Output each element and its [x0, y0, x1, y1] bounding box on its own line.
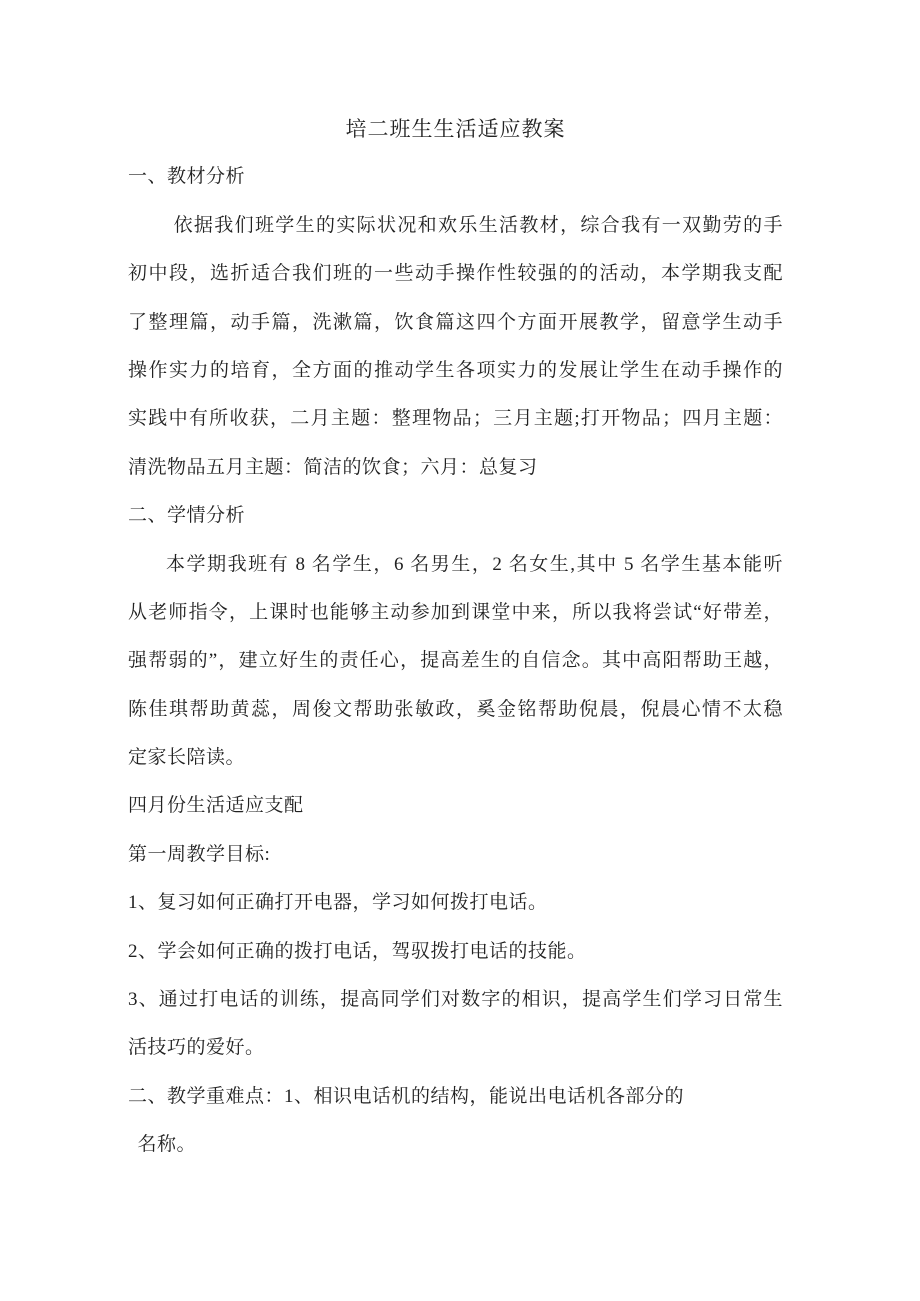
- heading-material-analysis: 一、教材分析: [128, 166, 246, 188]
- para-material-line-1: 依据我们班学生的实际状况和欢乐生活教材，综合我有一双勤劳的手: [173, 214, 783, 236]
- para-material-line-6: 清洗物品五月主题：简洁的饮食；六月：总复习: [128, 456, 538, 478]
- heading-key-points: 二、教学重难点：1、相识电话机的结构，能说出电话机各部分的: [128, 1085, 685, 1107]
- para-student-line-1: 本学期我班有 8 名学生，6 名男生，2 名女生,其中 5 名学生基本能听: [166, 553, 783, 575]
- para-material-line-3: 了整理篇，动手篇，洗漱篇，饮食篇这四个方面开展教学，留意学生动手: [128, 311, 783, 333]
- para-student-line-5: 定家长陪读。: [128, 747, 246, 769]
- goal-item-1: 1、复习如何正确打开电器，学习如何拨打电话。: [128, 892, 548, 914]
- key-points-line-2: 名称。: [137, 1134, 197, 1156]
- document-title: 培二班生生活适应教案: [345, 117, 566, 141]
- heading-april-plan: 四月份生活适应支配: [128, 795, 304, 817]
- heading-week1-goals: 第一周教学目标:: [128, 843, 271, 865]
- para-student-line-4: 陈佳琪帮助黄蕊，周俊文帮助张敏政，奚金铭帮助倪晨，倪晨心情不太稳: [128, 698, 783, 720]
- para-student-line-3: 强帮弱的”，建立好生的责任心，提高差生的自信念。其中高阳帮助王越，: [128, 650, 783, 672]
- heading-student-analysis: 二、学情分析: [128, 505, 246, 527]
- para-student-line-2: 从老师指令，上课时也能够主动参加到课堂中来，所以我将尝试“好带差，: [128, 601, 783, 623]
- para-material-line-4: 操作实力的培育，全方面的推动学生各项实力的发展让学生在动手操作的: [128, 359, 783, 381]
- goal-item-3-line-2: 活技巧的爱好。: [128, 1037, 265, 1059]
- goal-item-2: 2、学会如何正确的拨打电话，驾驭拨打电话的技能。: [128, 940, 587, 962]
- para-material-line-2: 初中段，选折适合我们班的一些动手操作性较强的的活动，本学期我支配: [128, 263, 783, 285]
- para-material-line-5: 实践中有所收获，二月主题：整理物品；三月主题;打开物品；四月主题：: [128, 408, 783, 430]
- goal-item-3-line-1: 3、通过打电话的训练，提高同学们对数字的相识，提高学生们学习日常生: [128, 989, 783, 1011]
